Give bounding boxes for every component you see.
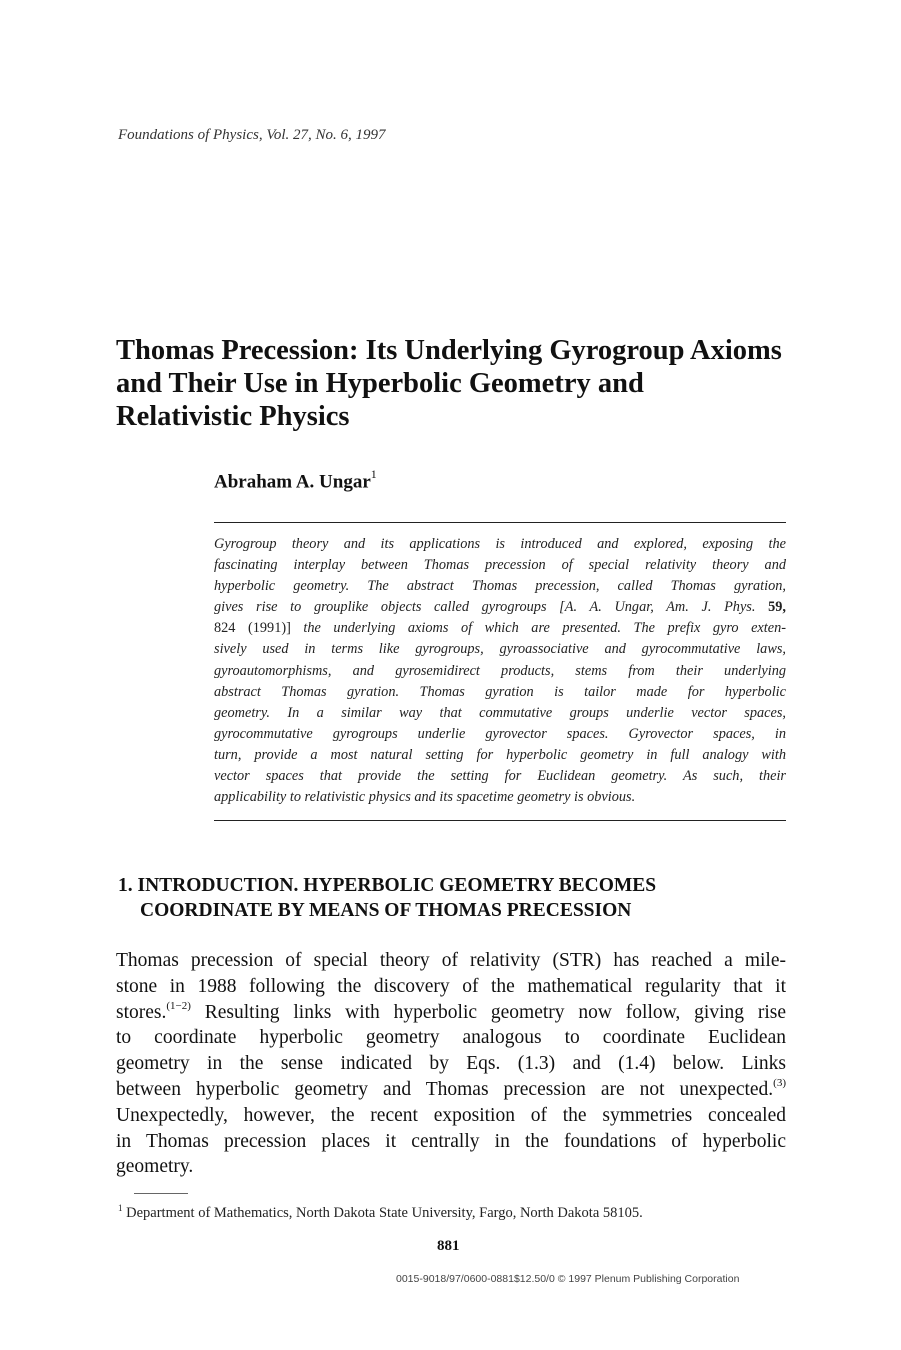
abstract-line — [214, 618, 786, 639]
abstract-line: Gyrogroup theory and its applications is introduced and explored, exposing the — [214, 536, 786, 552]
abstract-line: turn, provide a most natural setting for hyperbolic geometry in full analogy with — [214, 746, 786, 763]
page-number: 881 — [437, 1238, 460, 1254]
footnote-mark: 1 — [118, 1203, 123, 1213]
body-line: geometry. — [116, 1156, 194, 1178]
journal-citation: Foundations of Physics, Vol. 27, No. 6, 1997 — [118, 127, 386, 143]
title-line: and Their Use in Hyperbolic Geometry and — [116, 368, 644, 399]
body-text: between hyperbolic geometry and Thomas precession are not unexpected. — [116, 1078, 774, 1100]
abstract — [214, 534, 786, 808]
abstract-line: geometry. In a similar way that commutative groups underlie vector spaces, — [214, 704, 786, 721]
abstract-bottom-rule — [214, 820, 786, 821]
abstract-citation: A. A. Ungar, Am. J. Phys. — [564, 599, 756, 616]
title-line: Relativistic Physics — [116, 401, 350, 432]
body-text: stores. — [116, 1001, 167, 1023]
section-heading-line: 1. INTRODUCTION. HYPERBOLIC GEOMETRY BECOMES — [118, 875, 657, 896]
abstract-text: the underlying axioms of which are presented. The prefix gyro exten- — [290, 620, 786, 637]
body-line — [116, 1000, 786, 1026]
abstract-citation-volume: 59, — [755, 599, 786, 616]
footnote-rule — [134, 1193, 188, 1194]
footnote — [118, 1203, 643, 1222]
reference-mark: (1−2) — [166, 1000, 191, 1013]
section-heading-line: COORDINATE BY MEANS OF THOMAS PRECESSION — [140, 900, 632, 921]
footnote-text: Department of Mathematics, North Dakota State University, Fargo, North Dakota 58105. — [122, 1204, 643, 1221]
body-line: Unexpectedly, however, the recent exposition of the symmetries concealed — [116, 1104, 786, 1126]
body-text: Resulting links with hyperbolic geometry now follow, giving rise — [190, 1001, 786, 1023]
abstract-line: fascinating interplay between Thomas precession of special relativity theory and — [214, 557, 786, 574]
author-name: Abraham A. Ungar — [214, 471, 371, 493]
author-line — [214, 469, 377, 493]
abstract-line: gyrocommutative gyrogroups underlie gyrovector spaces. Gyrovector spaces, in — [214, 725, 786, 742]
body-line: Thomas precession of special theory of relativity (STR) has reached a mile- — [116, 950, 786, 971]
reference-mark: (3) — [773, 1077, 786, 1090]
body-line — [116, 1077, 786, 1103]
body-line: stone in 1988 following the discovery of the mathematical regularity that it — [116, 975, 786, 997]
author-footnote-mark: 1 — [370, 467, 377, 481]
section-heading — [118, 873, 818, 923]
article-title — [116, 334, 836, 433]
abstract-line — [214, 597, 786, 618]
abstract-citation-page: 824 (1991)] — [214, 620, 291, 637]
abstract-line: abstract Thomas gyration. Thomas gyration is tailor made for hyperbolic — [214, 683, 786, 700]
abstract-text: gives rise to grouplike objects called gyrogroups [ — [214, 599, 565, 616]
body-line: to coordinate hyperbolic geometry analogous to coordinate Euclidean — [116, 1027, 786, 1049]
abstract-line: applicability to relativistic physics and its spacetime geometry is obvious. — [214, 789, 636, 806]
body-paragraph — [116, 948, 786, 1180]
abstract-top-rule — [214, 522, 786, 523]
body-line: geometry in the sense indicated by Eqs. (1.3) and (1.4) below. Links — [116, 1053, 786, 1075]
title-line: Thomas Precession: Its Underlying Gyrogroup Axioms — [116, 335, 782, 366]
abstract-line: gyroautomorphisms, and gyrosemidirect products, stems from their underlying — [214, 662, 786, 679]
abstract-line: sively used in terms like gyrogroups, gyroassociative and gyrocommutative laws, — [214, 641, 786, 658]
abstract-line: hyperbolic geometry. The abstract Thomas precession, called Thomas gyration, — [214, 578, 786, 595]
body-line: in Thomas precession places it centrally in the foundations of hyperbolic — [116, 1130, 786, 1152]
abstract-line: vector spaces that provide the setting for Euclidean geometry. As such, their — [214, 768, 786, 785]
copyright-line: 0015-9018/97/0600-0881$12.50/0 © 1997 Plenum Publishing Corporation — [396, 1273, 740, 1285]
